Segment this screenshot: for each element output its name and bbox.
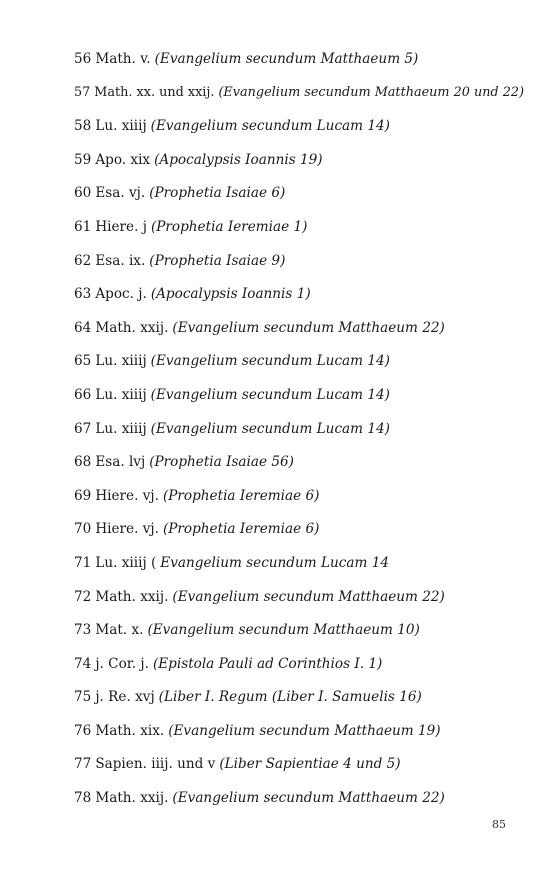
entry-reference: Math. xxij. bbox=[95, 790, 169, 807]
list-item bbox=[74, 585, 524, 619]
entry-number: 56 bbox=[74, 51, 92, 67]
entry-number: 75 bbox=[74, 689, 92, 706]
entry-gloss: (Evangelium secundum Matthaeum 5) bbox=[154, 51, 419, 67]
entry-gloss: (Apocalypsis Ioannis 1) bbox=[150, 286, 311, 303]
entry-gloss: (Evangelium secundum Matthaeum 22) bbox=[172, 588, 445, 605]
list-item bbox=[74, 417, 524, 451]
list-item bbox=[74, 719, 524, 753]
list-item bbox=[74, 786, 524, 820]
list-item bbox=[74, 484, 524, 518]
entry-reference: Esa. lvj bbox=[95, 454, 146, 471]
entry-number: 58 bbox=[74, 118, 92, 135]
page-number: 85 bbox=[492, 818, 506, 831]
list-item bbox=[74, 450, 524, 484]
entry-number: 70 bbox=[74, 521, 92, 538]
list-item bbox=[74, 316, 524, 350]
entry-gloss: (Prophetia Ieremiae 6) bbox=[162, 521, 320, 538]
entry-reference: Math. xxij. bbox=[95, 319, 169, 336]
entry-gloss: (Apocalypsis Ioannis 19) bbox=[154, 151, 323, 168]
list-item bbox=[74, 685, 524, 719]
entry-reference: Apoc. j. bbox=[95, 286, 147, 303]
list-item bbox=[74, 349, 524, 383]
entry-gloss: (Evangelium secundum Matthaeum 22) bbox=[172, 790, 445, 807]
entry-reference: Esa. ix. bbox=[95, 252, 146, 269]
list-item bbox=[74, 114, 524, 148]
entry-gloss: (Prophetia Ieremiae 1) bbox=[150, 218, 308, 235]
entry-reference: Hiere. vj. bbox=[95, 487, 159, 504]
entry-number: 59 bbox=[74, 151, 92, 168]
entry-gloss: Evangelium secundum Lucam 14 bbox=[160, 554, 389, 571]
entry-gloss: (Evangelium secundum Lucam 14) bbox=[150, 420, 390, 437]
list-item bbox=[74, 517, 524, 551]
entry-number: 62 bbox=[74, 252, 92, 269]
entry-number: 66 bbox=[74, 386, 92, 403]
entry-reference: Lu. xiiij bbox=[95, 118, 147, 135]
entry-gloss: (Evangelium secundum Matthaeum 20 und 22) bbox=[218, 84, 524, 100]
entry-reference: Lu. xiiij ( bbox=[95, 554, 157, 571]
entry-gloss: (Evangelium secundum Lucam 14) bbox=[150, 386, 390, 403]
entry-gloss: (Evangelium secundum Lucam 14) bbox=[150, 353, 390, 370]
entry-reference: Lu. xiiij bbox=[95, 353, 147, 370]
entry-number: 67 bbox=[74, 420, 92, 437]
entry-reference: Math. v. bbox=[95, 51, 151, 67]
entry-reference: Hiere. vj. bbox=[95, 521, 159, 538]
entry-reference: Math. xx. und xxij. bbox=[94, 84, 215, 100]
list-item bbox=[74, 652, 524, 686]
entry-number: 78 bbox=[74, 790, 92, 807]
list-item bbox=[74, 81, 524, 115]
entry-number: 63 bbox=[74, 286, 92, 303]
list-item bbox=[74, 383, 524, 417]
entry-number: 74 bbox=[74, 655, 92, 672]
entry-gloss: (Evangelium secundum Lucam 14) bbox=[150, 118, 390, 135]
entry-reference: Math. xix. bbox=[95, 722, 165, 739]
entry-reference: Hiere. j bbox=[95, 218, 147, 235]
entry-gloss: (Evangelium secundum Matthaeum 19) bbox=[168, 722, 441, 739]
entry-gloss: (Liber Sapientiae 4 und 5) bbox=[219, 756, 401, 773]
entry-reference: Math. xxij. bbox=[95, 588, 169, 605]
entry-gloss: (Prophetia Isaiae 9) bbox=[149, 252, 286, 269]
entry-reference: Esa. vj. bbox=[95, 185, 146, 202]
entry-gloss: (Evangelium secundum Matthaeum 10) bbox=[147, 622, 420, 639]
list-item bbox=[74, 181, 524, 215]
entry-gloss: (Prophetia Isaiae 6) bbox=[149, 185, 286, 202]
entry-number: 65 bbox=[74, 353, 92, 370]
entry-number: 69 bbox=[74, 487, 92, 504]
entry-reference: j. Cor. j. bbox=[95, 655, 149, 672]
entry-number: 73 bbox=[74, 622, 92, 639]
entry-number: 72 bbox=[74, 588, 92, 605]
entry-number: 68 bbox=[74, 454, 92, 471]
entry-reference: Lu. xiiij bbox=[95, 386, 147, 403]
list-item bbox=[74, 249, 524, 283]
entry-gloss: (Prophetia Ieremiae 6) bbox=[162, 487, 320, 504]
list-item bbox=[74, 752, 524, 786]
entry-number: 60 bbox=[74, 185, 92, 202]
entry-number: 77 bbox=[74, 756, 92, 773]
entry-number: 71 bbox=[74, 554, 92, 571]
entry-reference: Sapien. iiij. und v bbox=[95, 756, 216, 773]
entry-reference: Apo. xix bbox=[95, 151, 151, 168]
list-item bbox=[74, 551, 524, 585]
reference-list bbox=[74, 47, 524, 820]
entry-gloss: (Epistola Pauli ad Corinthios I. 1) bbox=[152, 655, 383, 672]
entry-number: 64 bbox=[74, 319, 92, 336]
entry-reference: j. Re. xvj bbox=[95, 689, 155, 706]
entry-reference: Lu. xiiij bbox=[95, 420, 147, 437]
entry-gloss: (Prophetia Isaiae 56) bbox=[149, 454, 294, 471]
entry-reference: Mat. x. bbox=[95, 622, 144, 639]
list-item bbox=[74, 47, 524, 81]
entry-number: 76 bbox=[74, 722, 92, 739]
list-item bbox=[74, 618, 524, 652]
entry-number: 61 bbox=[74, 218, 92, 235]
list-item bbox=[74, 215, 524, 249]
entry-gloss: (Liber I. Regum (Liber I. Samuelis 16) bbox=[158, 689, 422, 706]
list-item bbox=[74, 148, 524, 182]
list-item bbox=[74, 282, 524, 316]
entry-number: 57 bbox=[74, 84, 91, 100]
entry-gloss: (Evangelium secundum Matthaeum 22) bbox=[172, 319, 445, 336]
